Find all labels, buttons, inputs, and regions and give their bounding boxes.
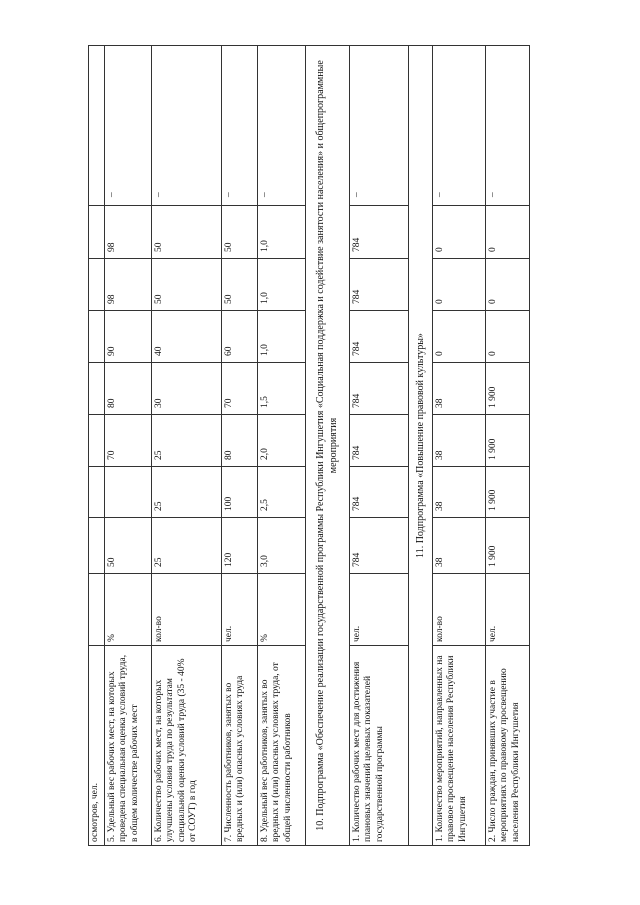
value-cell: 2,5 (257, 467, 305, 518)
value-cell: 60 (221, 311, 257, 363)
subprogram-header (408, 46, 432, 846)
table-row (485, 46, 529, 846)
value-cell: 784 (349, 206, 408, 259)
value-cell: 98 (104, 206, 151, 259)
note-cell: – (104, 46, 151, 206)
value-cell: 0 (485, 206, 529, 259)
value-cell: 80 (221, 415, 257, 467)
value-cell: 80 (104, 363, 151, 415)
value-cell: 25 (151, 518, 221, 574)
indicator-name: 1. Количество рабочих мест для достижения плановых значений целевых показателей государственной программы (349, 646, 408, 846)
note-cell: – (221, 46, 257, 206)
value-cell: 784 (349, 518, 408, 574)
value-cell: 0 (432, 206, 485, 259)
table-row (221, 46, 257, 846)
table-row (432, 46, 485, 846)
value-cell: 0 (485, 259, 529, 311)
value-cell: 0 (432, 311, 485, 363)
unit-cell: % (257, 574, 305, 646)
value-cell: 50 (151, 206, 221, 259)
fragment-cell: осмотров, чел. (89, 646, 105, 846)
value-cell: 50 (104, 518, 151, 574)
indicators-table (88, 45, 530, 846)
note-cell: – (349, 46, 408, 206)
value-cell: 38 (432, 363, 485, 415)
value-cell: 2,0 (257, 415, 305, 467)
table-row (257, 46, 305, 846)
value-cell (104, 467, 151, 518)
value-cell: 3,0 (257, 518, 305, 574)
indicator-name: 2. Число граждан, принявших участие в мероприятиях по правовому просвещению населения Республики Ингушетия (485, 646, 529, 846)
table-row (151, 46, 221, 846)
note-cell: – (151, 46, 221, 206)
value-cell: 0 (485, 311, 529, 363)
value-cell: 120 (221, 518, 257, 574)
indicator-name: 8. Удельный вес работников, занятых во вредных и (или) опасных условиях труда, от общей численности работников (257, 646, 305, 846)
value-cell: 1,0 (257, 311, 305, 363)
value-cell: 38 (432, 415, 485, 467)
rotated-table-page (88, 46, 528, 846)
unit-cell: чел. (485, 574, 529, 646)
value-cell: 38 (432, 467, 485, 518)
value-cell: 0 (432, 259, 485, 311)
unit-cell: чел. (349, 574, 408, 646)
unit-cell: чел. (221, 574, 257, 646)
indicator-name: 5. Удельный вес рабочих мест, на которых проведена специальная оценка условий труда, в общем количестве рабочих мест (104, 646, 151, 846)
value-cell: 50 (151, 259, 221, 311)
note-cell: – (485, 46, 529, 206)
subprogram-10-title: 10. Подпрограмма «Обеспечение реализации государственной программы Республики Ингушетия «Социальная поддержка и содействие занятости населения» и общепрограммные мероприятия (305, 46, 349, 846)
value-cell: 30 (151, 363, 221, 415)
value-cell: 784 (349, 311, 408, 363)
value-cell: 1,0 (257, 259, 305, 311)
unit-cell: % (104, 574, 151, 646)
value-cell: 50 (221, 259, 257, 311)
indicator-name: 1. Количество мероприятий, направленных на правовое просвещение населения Республики Ингушетия (432, 646, 485, 846)
value-cell: 50 (221, 206, 257, 259)
unit-cell: кол-во (432, 574, 485, 646)
value-cell: 1 900 (485, 415, 529, 467)
value-cell: 784 (349, 259, 408, 311)
value-cell: 40 (151, 311, 221, 363)
value-cell: 90 (104, 311, 151, 363)
value-cell: 1,5 (257, 363, 305, 415)
value-cell: 784 (349, 363, 408, 415)
table-row-fragment (89, 46, 105, 846)
note-cell: – (257, 46, 305, 206)
subprogram-11-title: 11. Подпрограмма «Повышение правовой культуры» (408, 46, 432, 846)
table-row (349, 46, 408, 846)
value-cell: 98 (104, 259, 151, 311)
value-cell: 100 (221, 467, 257, 518)
value-cell: 1 900 (485, 363, 529, 415)
value-cell: 70 (104, 415, 151, 467)
value-cell: 25 (151, 415, 221, 467)
value-cell: 784 (349, 415, 408, 467)
indicator-name: 7. Численность работников, занятых во вредных и (или) опасных условиях труда (221, 646, 257, 846)
table-row (104, 46, 151, 846)
indicator-name: 6. Количество рабочих мест, на которых улучшены условия труда по результатам специальной оценки условий труда (35 - 40% от СОУТ) в год (151, 646, 221, 846)
subprogram-header (305, 46, 349, 846)
value-cell: 70 (221, 363, 257, 415)
value-cell: 784 (349, 467, 408, 518)
value-cell: 25 (151, 467, 221, 518)
value-cell: 1 900 (485, 467, 529, 518)
value-cell: 1,0 (257, 206, 305, 259)
value-cell: 1 900 (485, 518, 529, 574)
note-cell: – (432, 46, 485, 206)
unit-cell: кол-во (151, 574, 221, 646)
value-cell: 38 (432, 518, 485, 574)
